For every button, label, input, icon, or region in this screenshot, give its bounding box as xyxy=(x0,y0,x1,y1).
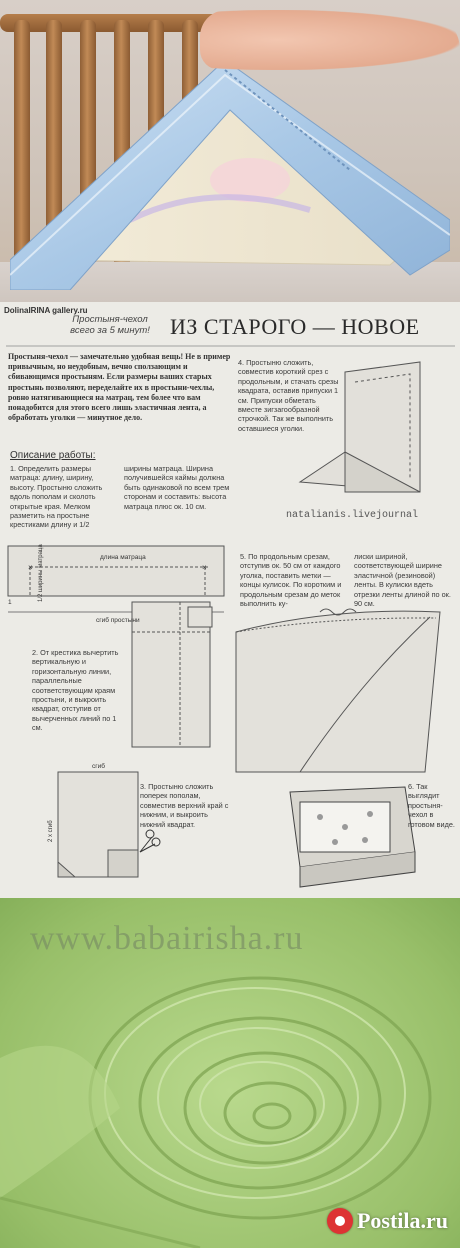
pin-icon xyxy=(327,1208,353,1234)
step-1-continued-text: ширины матраца. Ширина получившейся каймы должна быть одинаковой по всем трем сторонам и составить: высота матраца плюс ок. 10 см. xyxy=(124,464,230,511)
label-fold2: сгиб xyxy=(92,763,105,770)
step-6-text: 6. Так выглядит простыня-чехол в готовом виде. xyxy=(408,782,455,829)
svg-text:×: × xyxy=(28,563,33,572)
step-2-text: 2. От крестика вычертить вертикальную и горизонтальную линии, параллельные соответствующим краям простыни, и выкроить квадрат, отступив от вычерченных линий по 1 см. xyxy=(32,648,119,733)
postila-watermark xyxy=(327,1208,448,1236)
label-length: длина матраца xyxy=(100,554,146,561)
step-3-text: 3. Простыню сложить поперек пополам, совместив верхний край с нижним, и выкроить нижний квадрат. xyxy=(140,782,229,829)
label-fold: сгиб простыни xyxy=(96,617,140,624)
mattress-with-sheet xyxy=(10,60,450,290)
step5-diagram xyxy=(236,609,440,772)
svg-text:×: × xyxy=(202,563,207,572)
step-1-text: 1. Определить размеры матраца: длину, ширину, высоту. Простыню сложить вдоль пополам и сколоть открытые края. Мелком разметить на простыне крестиками длину и 1/2 xyxy=(10,464,103,530)
headline: ИЗ СТАРОГО — НОВОЕ xyxy=(170,314,420,339)
babairisha-watermark: www.babairisha.ru xyxy=(30,920,304,957)
subhead: Простыня-чехол всего за 5 минут! xyxy=(70,314,150,336)
work-title: Описание работы: xyxy=(10,450,96,461)
livejournal-watermark: natalianis.livejournal xyxy=(286,510,419,521)
site-label: DolinaIRINA gallery.ru xyxy=(4,306,88,315)
crib-photo xyxy=(0,0,460,302)
step-5-continued-text: лиски шириной, соответствующей ширине эластичной (резиновой) ленты. В кулиски вдеть отрезки ленты длиной по ок. 90 см. xyxy=(354,552,451,609)
step-5-text: 5. По продольным срезам, отступив ок. 50 см от каждого уголка, поставить метки — концы кулисок. По коротким и продольным срезам до меток выполнить ку- xyxy=(240,552,342,609)
instruction-page xyxy=(0,302,460,898)
step-4-text: 4. Простыню сложить, совместив короткий срез с продольным, и стачать срезы квадрата, оставив припуски 1 см. Припуски обметать вместе зигзагообразной строчкой. Так же выполнить оставшиеся уголки. xyxy=(238,358,339,433)
postila-text: Postila.ru xyxy=(356,1208,448,1234)
label-width-half: 1/2 ширины матраца xyxy=(38,544,44,602)
step6-diagram xyxy=(290,787,415,887)
intro-text: Простыня-чехол — замечательно удобная вещь! Не в пример привычным, но неудобным, вечно сползающим и сбивающимся простыням. Если размеры ваших старых простынь позволяют, переделайте их в простыни-чехлы, ровно натягивающиеся на матрац, тем более что вам понадобится для этого всего лишь эластичная лента, а обработать уголки — минутное дело. xyxy=(8,352,231,423)
label-one: 1 xyxy=(8,599,12,606)
label-fold-2x: 2 х сгиб xyxy=(48,820,54,842)
step2-diagram xyxy=(132,602,212,747)
green-sheet-photo xyxy=(0,898,460,1248)
hand xyxy=(200,10,460,70)
